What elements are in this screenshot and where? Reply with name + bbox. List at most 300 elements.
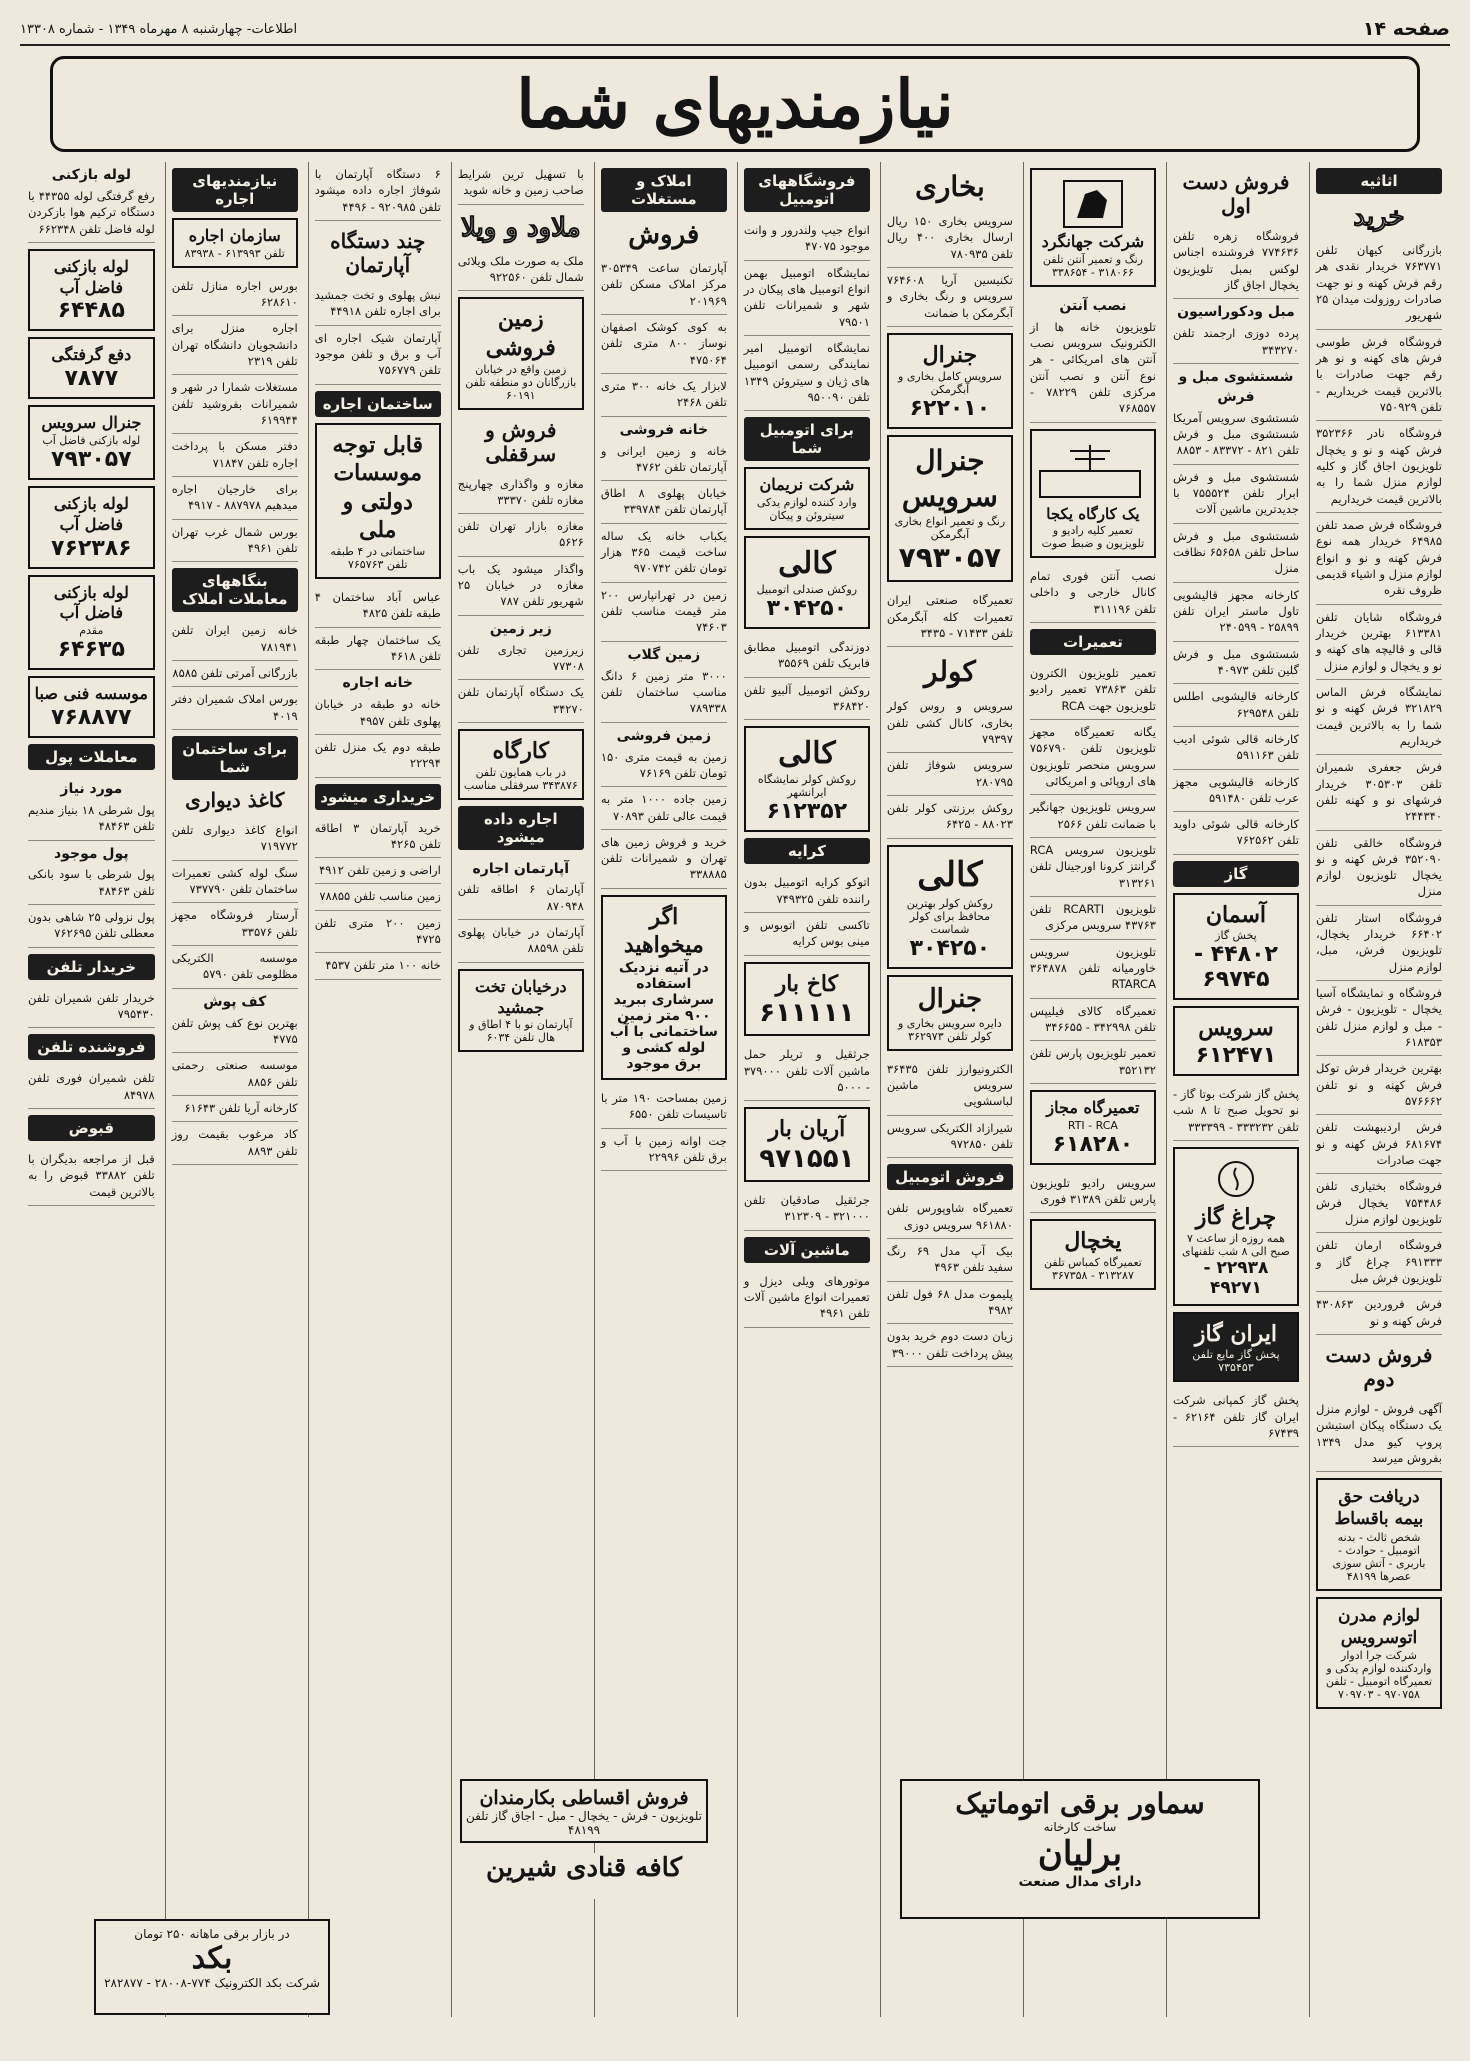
ad-body: یک ساختمان چهار طبقه تلفن ۴۶۱۸	[314, 632, 441, 663]
classified-ad	[458, 680, 584, 723]
ad-body: خرید و فروش زمین های تهران و شمیرانات تلفن ۳۳۸۸۸۵	[600, 834, 727, 882]
classified-ad	[1316, 330, 1442, 422]
ad-list	[458, 162, 584, 205]
ad-body: ملک به صورت ملک ویلائی شمال تلفن ۹۲۲۵۶۰	[457, 253, 584, 284]
ad-body: موتورهای ویلی دیزل و تعمیرات انواع ماشین آلات تلفن ۴۹۶۱	[743, 1273, 870, 1321]
ad-body: مغازه بازار تهران تلفن ۵۶۲۶	[457, 519, 584, 550]
classified-ad	[1030, 1041, 1156, 1084]
ad-list	[28, 776, 155, 948]
ad-body: خانه دو طبقه در خیابان پهلوی تلفن ۴۹۵۷	[314, 697, 441, 728]
page-number: صفحه ۱۴	[1362, 18, 1450, 40]
classified-ad	[458, 856, 584, 921]
ad-headline: کالی	[778, 546, 836, 582]
classified-ad	[28, 1066, 155, 1109]
category-repairs: تعمیرات	[1030, 629, 1156, 655]
classified-ad	[601, 481, 727, 524]
ad-list	[744, 635, 870, 720]
ad-body: زمین مناسب تلفن ۷۸۸۵۵	[319, 889, 441, 904]
ad-list	[887, 209, 1013, 327]
ad-phone: ۹۷۱۵۵۱	[759, 1143, 855, 1174]
ad-body: رفع گرفتگی لوله ۴۴۳۵۵ با دستگاه ترکیم هوا بازکردن لوله فاضل تلفن ۶۶۲۳۴۸	[27, 188, 155, 236]
ad-body: زیرزمین تجاری تلفن ۷۷۳۰۸	[457, 642, 584, 673]
classified-ad	[1173, 224, 1299, 299]
ad-list	[315, 585, 441, 778]
ad-body: پول نزولی ۲۵ شاهی بدون معطلی تلفن ۷۶۲۶۹۵	[27, 910, 155, 941]
classified-ad	[887, 268, 1013, 327]
ad-title: خانه فروشی	[619, 421, 709, 438]
classified-ad	[601, 315, 727, 374]
ad-body: تلویزیون سرویس خاورمیانه تلفن ۳۶۴۸۷۸ RTARCA	[1029, 944, 1156, 992]
classified-ad	[887, 209, 1013, 268]
ad-phone: ۷۹۳۰۵۷	[51, 447, 132, 473]
ad-body: بیک آپ مدل ۶۹ رنگ سفید تلفن ۴۹۶۳	[886, 1243, 1013, 1275]
ad-body: کارخانه قالیشویی اطلس تلفن ۶۲۹۵۴۸	[1172, 689, 1299, 720]
ad-body: مغازه و واگذاری چهارپنج مغازه تلفن ۳۳۳۷۰	[457, 476, 584, 507]
classified-ad	[172, 818, 298, 861]
ad-body: کاد مرغوب بقیمت روز تلفن ۸۸۹۳	[171, 1127, 298, 1158]
classified-ad	[28, 905, 155, 948]
ad-title: پول موجود	[54, 845, 129, 862]
general-ad	[887, 333, 1013, 429]
classified-ad	[315, 628, 441, 671]
ad-body: فروشگاه ارمان تلفن ۶۹۱۳۳۳ چراغ گاز و تلویزیون فرش مبل	[1315, 1238, 1442, 1286]
ad-body: روکش برزنتی کولر تلفن ۸۸۰۲۳ - ۶۴۲۵	[886, 800, 1013, 832]
category-car-dealers: فروشگاههای اتومبیل	[744, 168, 870, 212]
aryan-bar-ad	[744, 1107, 870, 1182]
ad-headline: دریافت حق بیمه باقساط	[1334, 1487, 1424, 1530]
ad-list	[601, 256, 727, 889]
classified-ad	[744, 336, 870, 411]
samovar-ad	[900, 1779, 1260, 1919]
classified-ad	[1173, 583, 1299, 642]
ad-title: آپارتمان اجاره	[472, 860, 570, 877]
ad-list	[315, 816, 441, 980]
category-receipts: قبوض	[28, 1115, 155, 1141]
ad-headline: بکد	[191, 1941, 233, 1976]
ad-text: تعمیرگاه کمباس تلفن ۳۱۳۲۸۷ - ۳۶۷۳۵۸	[1044, 1256, 1142, 1283]
ad-body: انواع کاغذ دیواری تلفن ۷۱۹۷۷۲	[171, 823, 298, 854]
ad-body: تلویزیون خانه ها از الکترونیک سرویس نصب آنتن های امریکائی - هر نوع آنتن و نصب آنتن مرکزی تلفن ۷۸۲۲۹ - ۷۶۸۵۵۷	[1029, 319, 1156, 416]
ad-body: زیان دست دوم خرید بدون پیش پرداخت تلفن ۳۹۰۰۰	[886, 1329, 1013, 1360]
classified-ad	[315, 884, 441, 910]
classified-ad	[172, 434, 298, 477]
ad-body: پخش گاز کمپانی شرکت ایران گاز تلفن ۶۲۱۶۴ - ۶۷۴۳۹	[1172, 1393, 1299, 1440]
classified-ad	[601, 583, 727, 642]
ad-title: خانه اجاره	[342, 675, 413, 692]
ad-list	[1173, 1388, 1299, 1447]
column-2	[1166, 162, 1305, 2017]
classified-ad	[744, 1269, 870, 1328]
classified-ad	[458, 514, 584, 557]
ad-text: تلفن ۶۱۳۹۹۳ - ۸۳۹۳۸	[184, 246, 285, 260]
ad-body: پلیموت مدل ۶۸ فول تلفن ۴۹۸۲	[886, 1286, 1013, 1317]
ad-headline: لوله بازکنی فاضل آب	[53, 582, 129, 623]
ad-body: فرش اردیبهشت تلفن ۶۸۱۶۷۴ فرش کهنه و نو جهت صادرات	[1315, 1120, 1442, 1168]
ad-phone: ۳۰۴۲۵۰	[766, 596, 848, 622]
classified-ad	[744, 870, 870, 913]
ad-headline: اگر میخواهید	[623, 903, 704, 959]
ad-body: نمایشگاه اتومبیل امیر نمایندگی رسمی اتومبیل های ژیان و سیتروئن ۱۳۴۹ تلفن ۹۵۰۰۹۰	[743, 340, 870, 404]
subheading-heater: بخاری	[914, 170, 985, 203]
column-6	[594, 162, 733, 2017]
classified-ad	[1316, 421, 1442, 513]
ad-list	[744, 218, 870, 411]
kakh-bar-ad	[744, 962, 870, 1037]
column-5	[737, 162, 876, 2017]
classified-ad	[744, 218, 870, 261]
gas-ad	[1173, 893, 1299, 1001]
ad-headline: جنرال	[917, 983, 983, 1014]
ad-body: زمین جاده ۱۰۰۰ متر به قیمت عالی تلفن ۷۰۸۹۳	[600, 792, 727, 823]
ad-body: فروشگاه زهره تلفن ۷۷۴۶۳۶ فروشنده اجناس لوکس بمبل تلویزیون یخچال اجاق گاز	[1172, 229, 1299, 292]
ad-body: پخش گاز شرکت بوتا گاز - نو تحویل صبح تا ۸ شب تلفن ۳۳۳۲۳۲ - ۳۳۳۳۹۹	[1172, 1087, 1299, 1134]
general-service-ad	[887, 435, 1013, 583]
ad-list	[458, 249, 584, 292]
takht-jamshid-ad	[458, 969, 584, 1053]
ad-text: تلویزیون - فرش - یخچال - مبل - اجاق گاز تلفن ۴۸۱۹۹	[465, 1809, 703, 1837]
classified-ad	[601, 256, 727, 315]
classified-ad	[744, 678, 870, 721]
ad-headline: شرکت نریمان	[759, 475, 855, 495]
classified-ad	[601, 723, 727, 788]
ad-body: فروشگاه بختیاری تلفن ۷۵۴۴۸۶ یخچال فرش تلویزیون لوازم منزل	[1315, 1179, 1442, 1227]
auto-service-ad	[1316, 1597, 1442, 1709]
subheading-wallpaper: کاغذ دیواری	[185, 788, 285, 813]
ad-body: بهترین خریدار فرش توکل فرش کهنه و نو تلفن ۵۷۶۶۶۲	[1315, 1061, 1442, 1109]
ad-body: بورس اجاره منازل تلفن ۶۲۸۶۱۰	[171, 278, 298, 310]
ad-text: زمین واقع در خیابان بازرگانان دو منطقه تلفن ۶۰۱۹۱	[465, 362, 577, 402]
classified-ad	[744, 1042, 870, 1101]
classified-ad	[28, 841, 155, 906]
classified-ad	[1173, 727, 1299, 770]
classified-ad	[315, 911, 441, 954]
classified-ad	[887, 796, 1013, 839]
ad-body: فروشگاه و نمایشگاه آسیا یخچال - تلویزیون - فرش - مبل و لوازم منزل تلفن ۶۱۸۳۵۳	[1315, 986, 1442, 1050]
classified-ad	[1316, 1174, 1442, 1233]
ad-text: ساختمانی در ۴ طبقه تلفن ۷۶۵۷۶۳	[330, 545, 426, 571]
ad-text: همه روزه از ساعت ۷ صبح الی ۸ شب تلفنهای	[1182, 1231, 1290, 1258]
issue-line: اطلاعات- چهارشنبه ۸ مهرماه ۱۳۴۹ - شماره ۱۳۳۰۸	[20, 21, 298, 37]
ad-body: فرش فروردین ۴۳۰۸۶۳ فرش کهنه و نو	[1315, 1297, 1442, 1328]
newspaper-page	[20, 14, 1450, 2029]
nariman-ad	[744, 467, 870, 530]
ad-headline: تعمیرگاه مجاز	[1046, 1098, 1140, 1118]
ad-list	[28, 986, 155, 1029]
category-money: معاملات پول	[28, 744, 155, 770]
ad-list	[601, 1086, 727, 1171]
ad-body: شستشوی مبل و فرش ساحل تلفن ۶۵۶۵۸ نظافت منزل	[1172, 528, 1299, 576]
ad-body: بورس شمال غرب تهران تلفن ۴۹۶۱	[171, 524, 298, 556]
ad-body: نمایشگاه اتومبیل بهمن انواع اتومبیل های پیکان در شهر و شمیرانات تلفن ۷۹۵۰۱	[743, 265, 870, 329]
ad-text: شرکت جرا ادوار واردکننده لوازم یدکی و تعمیرگاه اتومبیل - تلفن ۹۷۰۷۵۸ - ۷۰۹۷۰۳	[1325, 1648, 1433, 1701]
ad-body: فروشگاه شایان تلفن ۶۱۳۳۸۱ بهترین خریدار قالی و قالیچه های کهنه و نو و یخچال و لوازم منزل	[1315, 609, 1442, 673]
ad-text: شخص ثالث - بدنه اتومبیل - حوادث - باربری - آتش سوزی عصرها ۴۸۱۹۹	[1332, 1530, 1426, 1583]
ad-body: اتوکو کرایه اتومبیل بدون راننده تلفن ۷۴۹۳۲۵	[743, 875, 870, 906]
ad-body: فروشگاه فرش صمد تلفن ۶۴۹۸۵ خریدار همه نوع فرش کهنه و نو و انواع لوازم منزل و اشیاء قدیمی ظروف نقره	[1315, 517, 1442, 598]
ad-body: شستشوی مبل و فرش گلین تلفن ۴۰۹۷۳	[1172, 646, 1299, 677]
ad-text: لوله بازکنی فاضل آب	[42, 434, 141, 448]
ad-text: سرویس کامل بخاری و آبگرمکن	[898, 369, 1002, 396]
classified-ad	[1173, 299, 1299, 364]
ad-body: شستشوی سرویس آمریکا شستشوی مبل و فرش تلفن ۸۲۱ - ۸۳۳۷۲ - ۸۸۵۳	[1172, 410, 1299, 458]
classified-ad	[1173, 770, 1299, 813]
general-drain-ad	[28, 405, 155, 480]
classified-ad	[601, 787, 727, 830]
drain-ad	[28, 486, 155, 569]
ad-phone: ۶۱۸۲۸۰	[1052, 1131, 1134, 1157]
classified-ad	[1173, 812, 1299, 855]
ad-body: نصب آنتن فوری تمام کانال خارجی و داخلی تلفن ۳۱۱۱۹۶	[1029, 569, 1156, 616]
ad-list	[458, 856, 584, 963]
ad-body: زمین به قیمت متری ۱۵۰ تومان تلفن ۷۶۱۶۹	[600, 749, 727, 780]
ad-body: خریدار تلفن شمیران تلفن ۷۹۵۴۳۰	[27, 990, 155, 1022]
classified-ad	[1173, 465, 1299, 524]
classified-ad	[1316, 981, 1442, 1056]
column-8	[308, 162, 447, 2017]
ad-phone: ۶۱۱۱۱۱	[759, 998, 855, 1029]
classified-ad	[458, 162, 584, 205]
classified-ad	[172, 1096, 298, 1122]
rca-repair-ad	[1030, 1090, 1156, 1165]
refrigerator-ad	[1030, 1219, 1156, 1290]
ad-body: سرویس تلویزیون جهانگیر با ضمانت تلفن ۲۵۶۶	[1029, 800, 1156, 831]
classified-ad	[1030, 564, 1156, 623]
horse-logo-icon	[1063, 180, 1123, 228]
ad-body: سرویس رادیو تلویزیون پارس تلفن ۳۱۳۸۹ فوری	[1029, 1175, 1156, 1207]
classified-ad	[315, 670, 441, 735]
ad-title: مورد نیاز	[60, 781, 123, 798]
ad-headline: لوله بازکنی فاضل آب	[53, 256, 129, 297]
classified-ad	[172, 687, 298, 730]
ad-body: فروشگاه خالقی تلفن ۳۵۲۰۹۰ فرش کهنه و نو یخچال تلویزیون لوازم منزل	[1315, 835, 1442, 899]
classified-ad	[172, 1122, 298, 1165]
gali-iranshahr-ad	[744, 726, 870, 832]
ad-body: تعمیر تلویزیون الکترون تلفن ۷۳۸۶۳ تعمیر رادیو تلویزیون جهت RCA	[1029, 666, 1156, 713]
ad-body: زمین ۲۰۰ متری تلفن ۴۷۲۵	[314, 915, 441, 947]
ad-text: وارد کننده لوازم یدکی سیتروئن و پیکان	[756, 496, 857, 523]
antenna-company-ad	[1030, 168, 1156, 287]
classified-ad	[172, 477, 298, 520]
ad-headline: چراغ گاز	[1195, 1203, 1277, 1230]
general-circle-ad	[887, 975, 1013, 1051]
ad-body: فروشگاه نادر ۳۵۲۳۶۶ فرش کهنه و نو و یخچال تلویزیون اجاق گاز و کلیه لوازم منزل شما را به بالاترین قیمت خریداریم	[1315, 426, 1442, 506]
ad-body: یک دستگاه آپارتمان تلفن ۳۴۲۷۰	[457, 685, 584, 716]
repair-shop-ad	[1030, 429, 1156, 559]
category-gas: گاز	[1173, 861, 1299, 887]
ad-title: شستشوی مبل و فرش	[1178, 368, 1294, 405]
ad-body: روکش اتومبیل آلبیو تلفن ۳۶۸۴۲۰	[743, 682, 870, 714]
ad-text: روکش کولر نمایشگاه ایرانشهر	[757, 773, 856, 800]
column-10	[22, 162, 161, 2017]
ad-list	[887, 1196, 1013, 1367]
antenna-illustration-icon	[1030, 441, 1150, 501]
classified-ad	[1030, 795, 1156, 838]
column-7	[451, 162, 590, 2017]
ad-list	[1173, 1082, 1299, 1141]
ad-body: جرثقیل صادقیان تلفن ۳۲۱۰۰۰ - ۳۱۲۳۰۹	[743, 1192, 870, 1224]
ad-headline: سازمان اجاره	[188, 226, 281, 245]
ad-list	[1173, 224, 1299, 855]
ad-body: خرید آپارتمان ۳ اطاقه تلفن ۴۲۶۵	[314, 820, 441, 851]
ad-headline: شرکت جهانگرد	[1041, 232, 1145, 251]
ad-body: خیابان پهلوی ۸ اطاق آپارتمان تلفن ۳۳۹۷۸۴	[600, 486, 727, 517]
classified-ad	[1173, 524, 1299, 583]
classified-ad	[1316, 238, 1442, 330]
category-real-estate-agencies: بنگاههای معاملات املاک	[172, 568, 298, 612]
classified-ad	[1030, 1171, 1156, 1214]
ad-text: تعمیر کلیه رادیو و تلویزیون و ضبط صوت	[1041, 524, 1145, 551]
ad-body: به کوی کوشک اصفهان نوساز ۸۰۰ متری تلفن ۴۷۵۰۶۴	[600, 319, 727, 367]
ad-body: تکنیسین آریا ۷۶۴۶۰۸ سرویس و رنگ بخاری و آبگرمکن با ضمانت	[886, 272, 1013, 320]
category-machinery: ماشین آلات	[744, 1237, 870, 1263]
category-rental: کرایه	[744, 838, 870, 864]
ad-headline: سماور برقی اتوماتیک	[955, 1787, 1205, 1820]
ad-body: دوزندگی اتومبیل مطابق فابریک تلفن ۳۵۵۶۹	[743, 640, 870, 671]
ad-body: تعمیرگاه شاوپورس تلفن ۹۶۱۸۸۰ سرویس دوزی	[886, 1201, 1013, 1232]
classified-ad	[1030, 293, 1156, 423]
ad-headline: دفع گرفتگی	[51, 345, 132, 365]
ad-phone: ۷۶۲۳۸۶	[51, 535, 132, 561]
ad-body: جت اوانه زمین با آب و برق تلفن ۲۲۹۹۶	[600, 1133, 727, 1164]
ad-body: الکترونیوارز تلفن ۳۶۴۳۵ سرویس ماشین لباسشویی	[886, 1061, 1013, 1109]
ad-phone: ۶۲۲۰۱۰	[909, 395, 991, 421]
ad-list	[172, 274, 298, 563]
ad-text: مقدم	[79, 624, 104, 638]
classified-ad	[1030, 897, 1156, 940]
ad-list	[458, 472, 584, 723]
classified-ad	[887, 1196, 1013, 1239]
ad-list	[1030, 293, 1156, 423]
ad-body: موسسه صنعتی رحمتی تلفن ۸۸۵۶	[171, 1058, 298, 1089]
classified-ad	[1173, 1082, 1299, 1141]
subheading-villa: ملاود و ویلا	[461, 212, 581, 243]
ad-body: پول شرطی ۱۸ بنیاز مندیم تلفن ۴۸۴۶۳	[27, 802, 155, 834]
ad-headline: موسسه فنی صبا	[34, 684, 148, 704]
classified-ad	[887, 753, 1013, 796]
ad-phone: ۴۴۸۰۲ - ۶۹۷۴۵	[1193, 942, 1278, 993]
ad-list	[744, 1188, 870, 1231]
category-real-estate: املاک و مستغلات	[601, 168, 727, 212]
category-for-your-car: برای اتومبیل شما	[744, 417, 870, 461]
category-for-rent: اجاره داده میشود	[458, 806, 584, 850]
ad-list	[1030, 1171, 1156, 1214]
category-rental-needs: نیازمندیهای اجاره	[172, 168, 298, 212]
classified-ad	[172, 520, 298, 563]
ad-headline: کاخ بار	[775, 970, 839, 997]
ad-body: کارخانه آریا تلفن ۶۱۶۴۳	[184, 1100, 298, 1115]
ad-body: موسسه الکتریکی مظلومی تلفن ۵۷۹۰	[171, 951, 298, 982]
classified-ad	[744, 913, 870, 956]
gas-heater-ad	[1173, 1147, 1299, 1306]
ad-body: لابزار یک خانه ۳۰۰ متری تلفن ۲۴۶۸	[600, 378, 727, 410]
ad-headline: یخچال	[1064, 1228, 1122, 1255]
ad-phone: ۶۱۲۳۵۲	[766, 799, 848, 825]
ad-body: ۳۰۰۰ متر زمین ۶ دانگ مناسب ساختمان تلفن ۷۸۹۳۳۸	[600, 668, 727, 716]
ad-body: نمایشگاه فرش الماس ۳۲۱۸۲۹ فرش کهنه و نو شما را به بالاترین قیمت خریداریم	[1315, 684, 1442, 748]
gali-seat-cover-ad	[744, 536, 870, 629]
ad-list	[172, 818, 298, 1165]
classified-ad	[887, 1324, 1013, 1367]
category-for-your-building: برای ساختمان شما	[172, 736, 298, 780]
ad-title: مبل ودکوراسیون	[1177, 304, 1295, 321]
classified-ad	[1173, 1388, 1299, 1447]
ad-body: نبش پهلوی و تخت جمشید برای اجاره تلفن ۴۴۹۱۸	[314, 287, 441, 319]
ad-text: پخش گاز	[1215, 929, 1257, 943]
ad-body: تعمیر تلویزیون پارس تلفن ۳۵۲۱۳۲	[1029, 1046, 1156, 1077]
classified-ad	[601, 1129, 727, 1172]
subheading-first-hand: فروش دست اول	[1182, 170, 1290, 218]
ad-body: عباس آباد ساختمان ۴ طبقه تلفن ۴۸۲۵	[314, 590, 441, 621]
ad-body: شستشوی مبل و فرش ابرار تلفن ۷۵۵۵۲۴ با جدیدترین ماشین آلات	[1172, 469, 1299, 517]
classified-ad	[601, 417, 727, 482]
ad-body: با تسهیل ترین شرایط صاحب زمین و خانه شوید	[457, 167, 584, 198]
classified-ad	[1316, 1233, 1442, 1292]
classified-ad	[601, 524, 727, 583]
ad-body: تعمیرگاه کالای فیلیپس تلفن ۳۴۲۹۹۸ - ۳۴۶۶۵۵	[1029, 1003, 1156, 1035]
ad-headline: لوازم مدرن اتوسرویس	[1337, 1605, 1421, 1648]
land-sale-ad	[458, 297, 584, 409]
ad-list	[744, 1042, 870, 1101]
ad-headline: کارگاه	[492, 737, 550, 764]
classified-ad	[744, 1188, 870, 1231]
classified-ad	[172, 274, 298, 317]
classified-ad	[28, 162, 155, 243]
moghadam-drain-ad	[28, 575, 155, 671]
ad-body: تعمیرگاه صنعتی ایران تعمیرات کله آبگرمکن تلفن ۷۱۴۳۳ - ۳۴۳۵	[886, 593, 1013, 640]
ad-title: زیر زمین	[489, 620, 552, 637]
classifieds-banner	[50, 56, 1420, 152]
category-phone-sellers: فروشنده تلفن	[28, 1034, 155, 1060]
classified-ad	[1030, 720, 1156, 795]
ad-list	[744, 1269, 870, 1328]
classified-ad	[172, 375, 298, 434]
ad-headline: قابل توجه موسسات دولتی و ملی	[332, 431, 424, 544]
ad-text: در آتیه نزدیک استفاده سرشاری ببرید ۹۰۰ متر زمین ساختمانی با آب لوله کشی و برق موجود	[609, 960, 718, 1072]
ad-body: کارخانه مجهز قالیشویی تاول ماستر ایران تلفن ۲۵۸۹۹ - ۲۴۰۵۹۹	[1172, 587, 1299, 635]
classified-ad	[1316, 906, 1442, 981]
classified-ad	[1030, 661, 1156, 720]
classified-ad	[1316, 1292, 1442, 1335]
classified-ad	[172, 903, 298, 946]
ad-title: زمین فروشی	[616, 727, 712, 744]
classified-ad	[1173, 684, 1299, 727]
classified-ad	[172, 1053, 298, 1096]
classified-ad	[172, 946, 298, 989]
ad-headline: جنرال	[922, 341, 978, 368]
ad-list	[28, 162, 155, 243]
classified-ad	[458, 557, 584, 616]
classified-ad	[887, 1057, 1013, 1116]
ad-list	[887, 1057, 1013, 1159]
ad-phone: ۶۴۴۸۵	[57, 298, 125, 324]
ad-list	[172, 618, 298, 730]
ad-headline: ایران گاز	[1194, 1320, 1277, 1347]
classified-ad	[28, 986, 155, 1029]
ad-list	[1030, 661, 1156, 1084]
classified-ad	[1316, 1397, 1442, 1472]
column-4	[880, 162, 1019, 2017]
classified-ad	[172, 618, 298, 661]
classified-ad	[601, 642, 727, 723]
ad-body: شیرازاد الکتریکی سرویس تلفن ۹۷۲۸۵۰	[886, 1120, 1013, 1151]
ad-body: سرویس بخاری ۱۵۰ ریال ارسال بخاری ۴۰۰ ریال تلفن ۷۸۰۹۳۵	[886, 214, 1013, 261]
ad-body: آپارتمان ساعت ۳۰۵۳۴۹ مرکز املاک مسکن تلفن ۲۰۱۹۶۹	[600, 261, 727, 308]
ad-body: سرویس و روس کولر بخاری، کانال کشی تلفن ۷۹۳۹۷	[886, 699, 1013, 746]
classified-ad	[1173, 364, 1299, 465]
ad-body: آرستار فروشگاه مجهز تلفن ۳۳۵۷۶	[171, 908, 298, 939]
ad-body: آپارتمان شیک اجاره ای آب و برق و تلفن موجود تلفن ۷۵۶۷۷۹	[314, 330, 441, 378]
classified-ad	[172, 861, 298, 904]
